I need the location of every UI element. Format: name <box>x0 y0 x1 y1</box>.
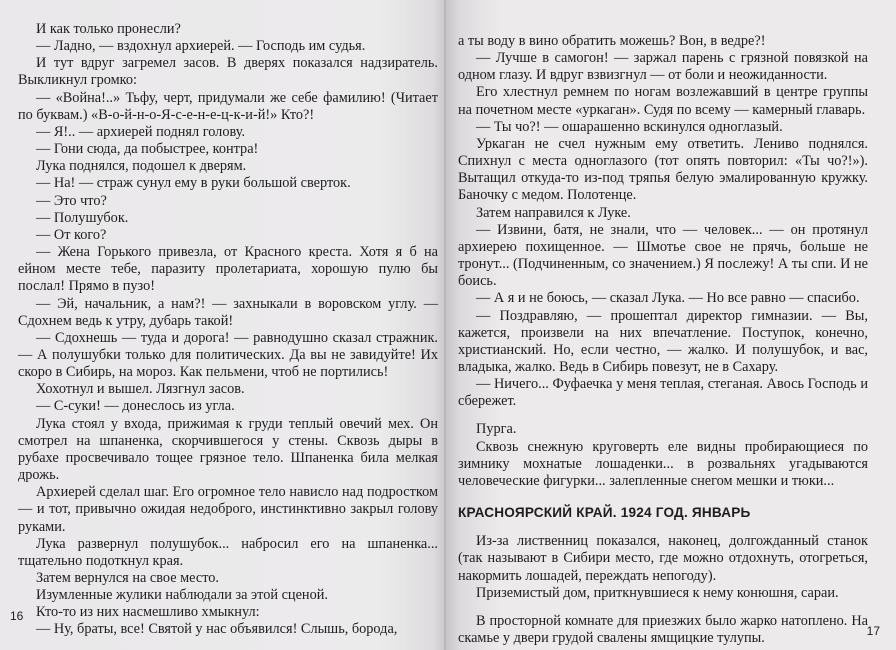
paragraph: — Эй, начальник, а нам?! — захныкали в воровском углу. — Сдохнем ведь к утру, дубарь такой! <box>18 295 438 329</box>
paragraph: Архиерей сделал шаг. Его огромное тело нависло над подростком — и тот, привычно ожидая недоброго, инстинктивно закрыл голову руками. <box>18 484 438 535</box>
paragraph: — Ну, браты, все! Святой у нас объявился! Слышь, борода, <box>36 621 398 638</box>
paragraph: — Жена Горького привезла, от Красного креста. Хотя я б на ейном месте тебе, паразиту пролетариата, хорошую пулю бы послал! Прямо в пузо! <box>18 244 438 295</box>
right-bottom-block-a <box>458 533 868 602</box>
paragraph: — На! — страж сунул ему в руки большой сверток. <box>36 175 351 192</box>
paragraph: Хохотнул и вышел. Лязгнул засов. <box>36 381 245 398</box>
paragraph: — Гони сюда, да побыстрее, контра! <box>36 141 259 158</box>
paragraph: Лука поднялся, подошел к дверям. <box>36 158 247 175</box>
paragraph: — А я и не боюсь, — сказал Лука. — Но все равно — спасибо. <box>476 290 860 307</box>
paragraph: — Это что? <box>36 192 107 209</box>
paragraph: — С-суки! — донеслось из угла. <box>36 398 235 415</box>
paragraph: Изумленные жулики наблюдали за этой сценой. <box>36 587 328 604</box>
paragraph: Его хлестнул ремнем по ногам возлежавший в центре группы на почетном месте «уркаган». Судя по всему — камерный главарь. <box>458 84 868 118</box>
paragraph: Лука развернул полушубок... набросил его на шпаненка... тщательно подоткнул края. <box>18 535 438 569</box>
paragraph: Затем направился к Луке. <box>476 204 631 221</box>
left-page <box>0 0 446 650</box>
right-middle-block <box>458 421 868 490</box>
paragraph: Кто-то из них насмешливо хмыкнул: <box>36 604 260 621</box>
paragraph: — Лучше в самогон! — заржал парень с грязной повязкой на одном глазу. И вдруг взвизгнул — от боли и неожиданности. <box>458 50 868 84</box>
right-page <box>446 0 896 650</box>
paragraph: — Я!.. — архиерей поднял голову. <box>36 123 246 140</box>
paragraph: Приземистый дом, приткнувшиеся к нему конюшня, сараи. <box>476 584 839 601</box>
paragraph: И как только пронесли? <box>36 21 181 37</box>
paragraph: — Полушубок. <box>36 209 129 226</box>
right-page-number: 17 <box>866 624 880 638</box>
left-page-number: 16 <box>10 609 24 623</box>
right-page-text <box>458 33 868 647</box>
paragraph: — «Война!..» Тьфу, черт, придумали же себе фамилию! (Читает по буквам.) «В-о-й-н-о-Я-с-е-н-е-ц-к-и-й!» Кто?! <box>18 89 438 123</box>
left-page-text <box>18 21 438 639</box>
paragraph: — Извини, батя, не знали, что — человек... — он протянул архиерею похищенное. — Шмотье свое не прячь, больше не тронут... (Подчиненным, со значением.) Я послежу! А ты спи. И не боись. <box>458 221 868 290</box>
right-top-block <box>458 33 868 410</box>
paragraph: Уркаган не счел нужным ему ответить. Лениво поднялся. Спихнул с места одноглазого (тот опять повторил: «Ты чо?!»). Вытащил откуда-то из-под тряпья белую эмалированную кружку. Баночку с медом. Полотенце. <box>458 135 868 204</box>
paragraph: а ты воду в вино обратить можешь? Вон, в ведре?! <box>458 33 766 49</box>
paragraph: Лука стоял у входа, прижимая к груди теплый овечий мех. Он смотрел на шпаненка, скорчившегося у стены. Сквозь дыры в рубахе просвечивало тощее грязное тело. Шпаненка била мелкая дрожь. <box>18 415 438 484</box>
right-bottom-block-b <box>458 613 868 647</box>
paragraph: В просторной комнате для приезжих было жарко натоплено. На скамье у двери грудой свалены ямщицкие тулупы. <box>458 612 868 646</box>
chapter-heading: КРАСНОЯРСКИЙ КРАЙ. 1924 ГОД. ЯНВАРЬ <box>458 505 751 521</box>
paragraph: — Ладно, — вздохнул архиерей. — Господь им судья. <box>36 38 366 55</box>
paragraph: — Ты чо?! — ошарашенно вскинулся одноглазый. <box>476 118 783 135</box>
section-gap <box>458 410 868 421</box>
paragraph: — От кого? <box>36 226 107 243</box>
paragraph: — Поздравляю, — прошептал директор гимназии. — Вы, кажется, произвели на них впечатление. Поступок, конечно, христианский. Но, если честно, — жалко. И полушубок, и вас, владыка, жалко. Ведь в Сибирь повезут, не в Сахару. <box>458 307 868 375</box>
paragraph: — Ничего... Фуфаечка у меня теплая, стеганая. Авось Господь и сбережет. <box>458 376 868 410</box>
section-gap <box>458 602 868 613</box>
paragraph: — Сдохнешь — туда и дорога! — равнодушно сказал стражник. — А полушубки только для политических. Да вы не завидуйте! Их скоро в Сибирь, на мороз. Как пельмени, чтоб не портились! <box>18 329 438 381</box>
paragraph: И тут вдруг загремел засов. В дверях показался надзиратель. Выкликнул громко: <box>18 55 438 89</box>
paragraph: Сквозь снежную круговерть еле видны пробирающиеся по зимнику мохнатые лошаденки... в розвальнях угадываются человеческие фигурки... залепленные снегом мешки и тюки... <box>458 438 868 489</box>
paragraph: Пурга. <box>476 421 517 438</box>
paragraph: Затем вернулся на свое место. <box>36 570 220 586</box>
paragraph: Из-за лиственниц показался, наконец, долгожданный станок (так называют в Сибири место, где можно отдохнуть, отогреться, накормить лошадей, переждать непогоду). <box>458 533 868 584</box>
